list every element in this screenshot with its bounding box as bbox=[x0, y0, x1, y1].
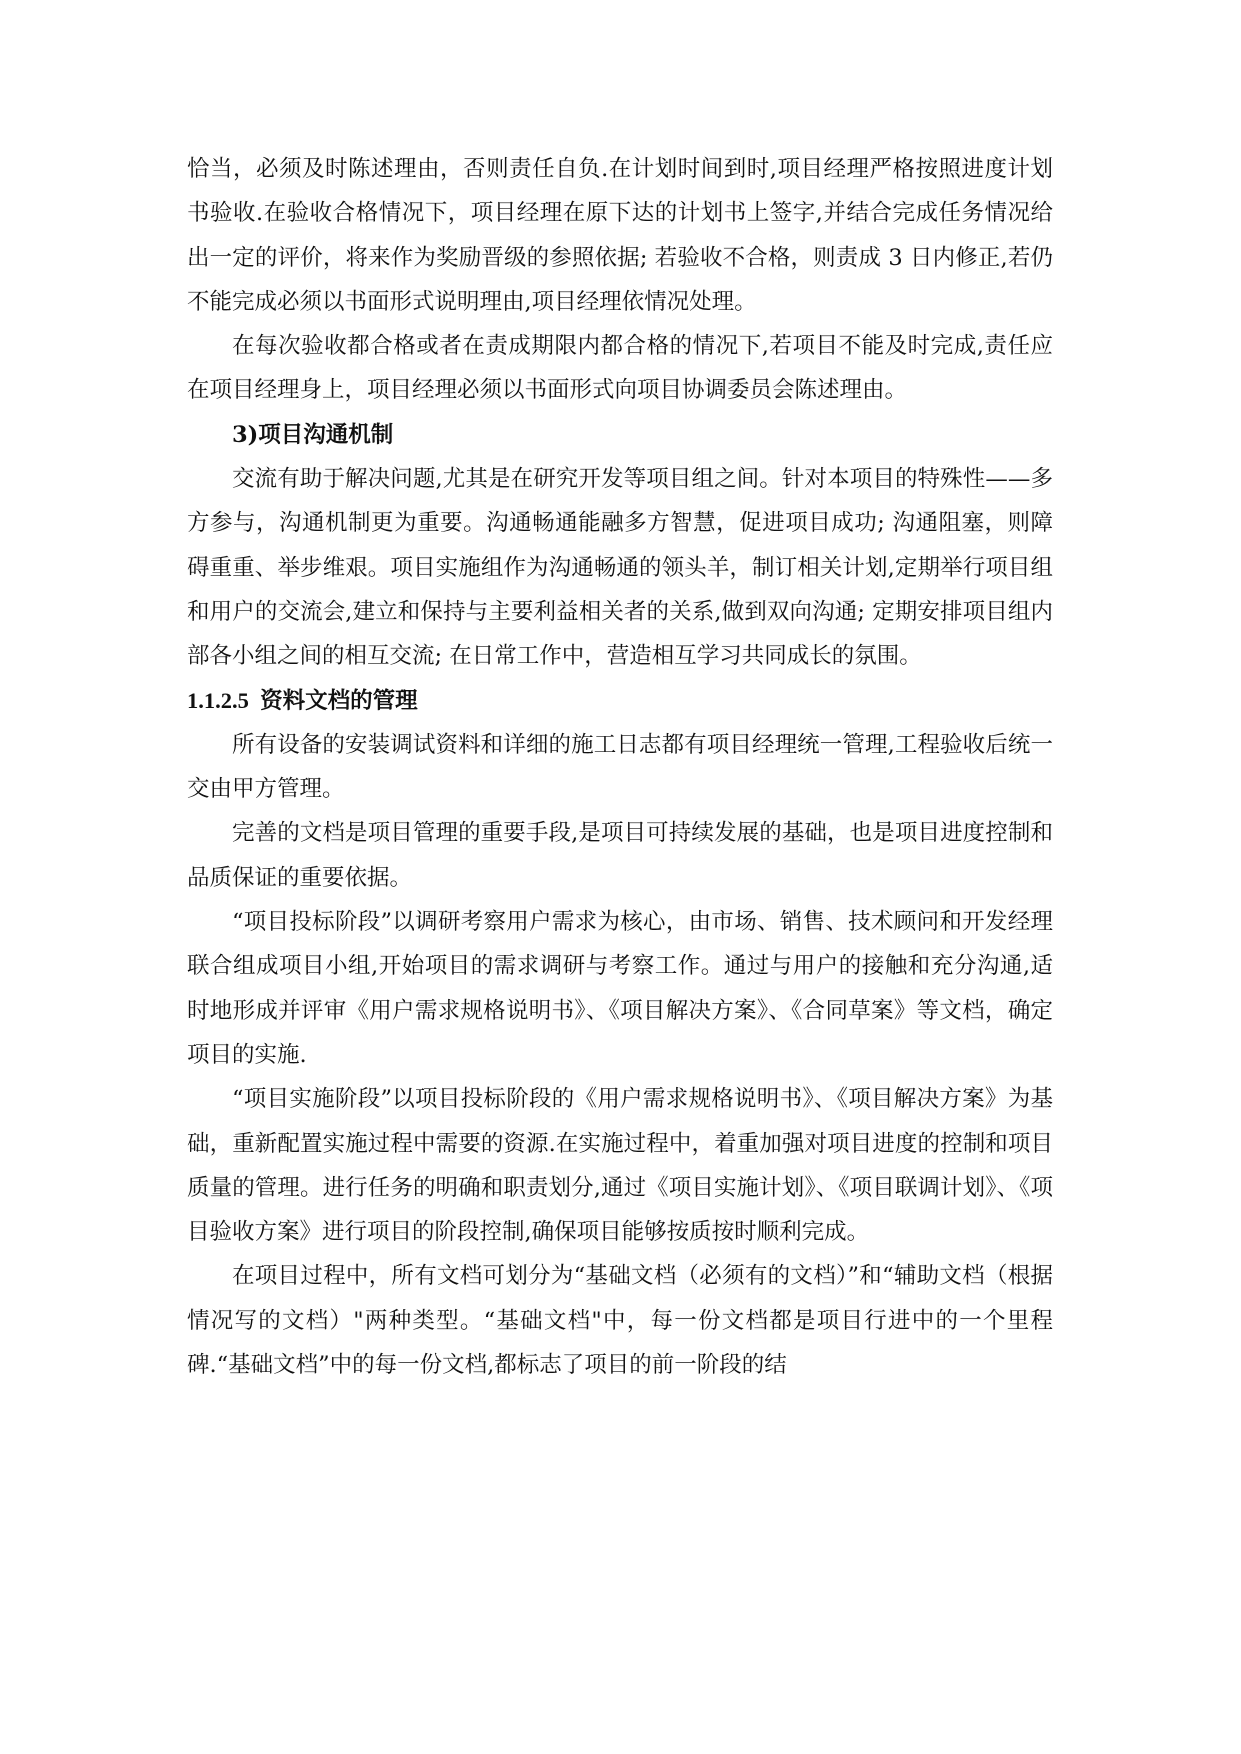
paragraph-responsibility: 在每次验收都合格或者在责成期限内都合格的情况下,若项目不能及时完成,责任应在项目经理身上，项目经理必须以书面形式向项目协调委员会陈述理由。 bbox=[187, 333, 1053, 404]
paragraph-doc-types: 在项目过程中，所有文档可划分为“基础文档（必须有的文档）”和“辅助文档（根据情况写的文档）"两种类型。“基础文档"中，每一份文档都是项目行进中的一个里程碑.“基础文档”中的每一份文档,都标志了项目的前一阶段的结 bbox=[187, 1263, 1053, 1379]
section-heading bbox=[187, 679, 1053, 723]
paragraph-doc-importance: 完善的文档是项目管理的重要手段,是项目可持续发展的基础，也是项目进度控制和品质保证的重要依据。 bbox=[187, 820, 1053, 891]
paragraph-communication: 交流有助于解决问题,尤其是在研究开发等项目组之间。针对本项目的特殊性——多方参与，沟通机制更为重要。沟通畅通能融多方智慧，促进项目成功; 沟通阻塞，则障碍重重、举步维艰。项目实施组作为沟通畅通的领头羊，制订相关计划,定期举行项目组和用户的交流会,建立和保持与主要利益相关者的关系,做到双向沟通; 定期安排项目组内部各小组之间的相互交流; 在日常工作中，营造相互学习共同成长的氛围。 bbox=[187, 466, 1054, 670]
document-body bbox=[187, 147, 1053, 1387]
section-title: 资料文档的管理 bbox=[260, 687, 418, 714]
subheading-communication: 3)项目沟通机制 bbox=[232, 421, 394, 448]
paragraph-bidding-phase: “项目投标阶段”以调研考察用户需求为核心，由市场、销售、技术顾问和开发经理联合组成项目小组,开始项目的需求调研与考察工作。通过与用户的接触和充分沟通,适时地形成并评审《用户需求规格说明书》、《项目解决方案》、《合同草案》等文档，确定项目的实施. bbox=[187, 909, 1053, 1068]
paragraph-equipment-docs: 所有设备的安装调试资料和详细的施工日志都有项目经理统一管理,工程验收后统一交由甲方管理。 bbox=[187, 731, 1053, 803]
section-number: 1.1.2.5 bbox=[187, 687, 249, 713]
paragraph-acceptance: 恰当，必须及时陈述理由，否则责任自负.在计划时间到时,项目经理严格按照进度计划书验收.在验收合格情况下，项目经理在原下达的计划书上签字,并结合完成任务情况给出一定的评价，将来作为奖励晋级的参照依据; 若验收不合格，则责成 3 日内修正,若仍不能完成必须以书面形式说明理由,项目经理依情况处理。 bbox=[187, 156, 1053, 315]
paragraph-implementation-phase: “项目实施阶段”以项目投标阶段的《用户需求规格说明书》、《项目解决方案》为基础，重新配置实施过程中需要的资源.在实施过程中，着重加强对项目进度的控制和项目质量的管理。进行任务的明确和职责划分,通过《项目实施计划》、《项目联调计划》、《项目验收方案》进行项目的阶段控制,确保项目能够按质按时顺利完成。 bbox=[187, 1086, 1053, 1246]
